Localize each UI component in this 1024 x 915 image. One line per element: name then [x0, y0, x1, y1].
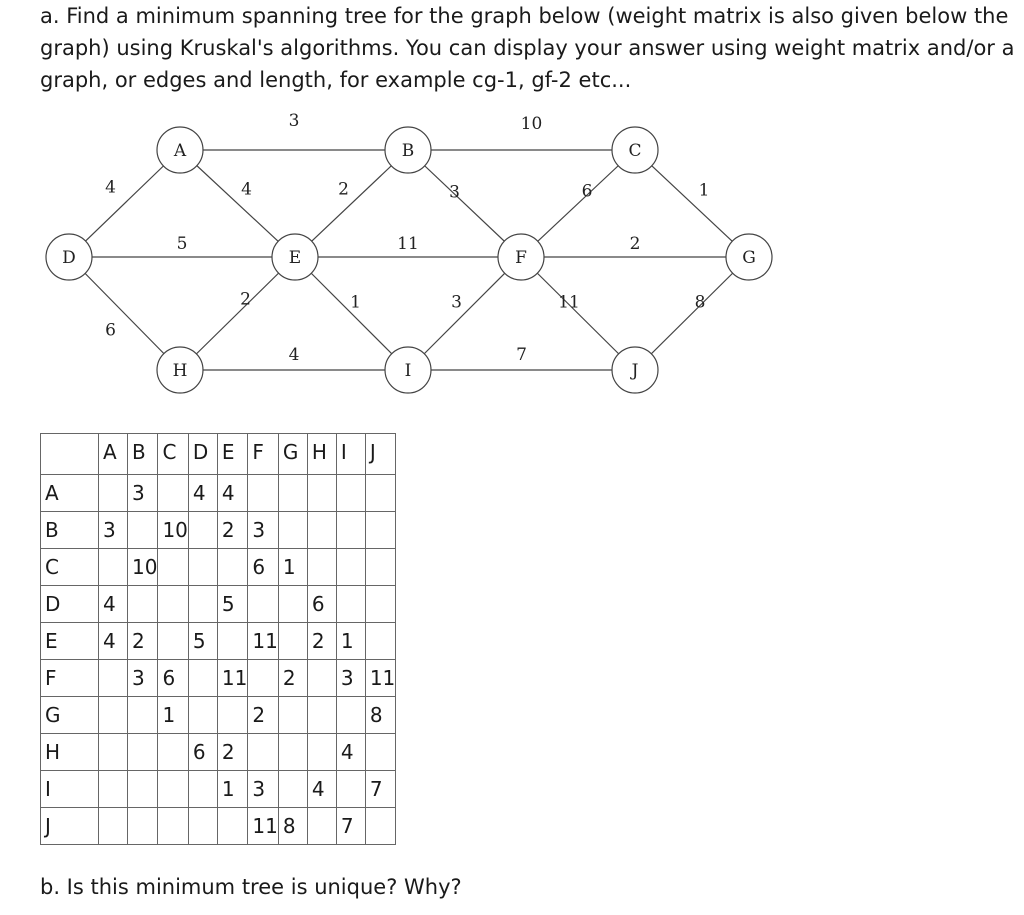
matrix-corner — [41, 434, 99, 475]
matrix-cell-value — [308, 481, 312, 505]
matrix-cell — [128, 512, 158, 549]
edge-i-f — [408, 257, 521, 370]
matrix-col-header-label: E — [221, 440, 235, 464]
matrix-row — [41, 660, 396, 697]
matrix-cell-value — [128, 814, 132, 838]
matrix-cell — [99, 586, 128, 623]
matrix-header-row — [41, 434, 396, 475]
matrix-cell — [248, 697, 278, 734]
matrix-cell — [336, 549, 365, 586]
edge-weight-label: 7 — [516, 345, 527, 365]
matrix-cell-value — [366, 740, 370, 764]
matrix-col-header — [188, 434, 217, 475]
matrix-cell-value — [189, 814, 193, 838]
matrix-cell-value: 1 — [282, 555, 296, 579]
matrix-cell-value — [308, 703, 312, 727]
matrix-cell-value: 3 — [132, 666, 145, 690]
matrix-cell-value: 3 — [252, 777, 266, 801]
matrix-cell-value: 6 — [311, 592, 325, 616]
matrix-row-header-label: J — [45, 814, 51, 838]
matrix-cell-value: 1 — [340, 629, 354, 653]
matrix-cell — [336, 771, 365, 808]
matrix-cell — [365, 623, 395, 660]
matrix-cell — [128, 586, 158, 623]
edge-weight-label: 4 — [288, 345, 300, 365]
matrix-cell — [278, 734, 307, 771]
matrix-cell-value — [218, 629, 222, 653]
matrix-row — [41, 697, 396, 734]
matrix-cell — [99, 771, 128, 808]
matrix-cell — [217, 734, 247, 771]
edge-weight-label: 3 — [449, 182, 460, 203]
matrix-cell — [307, 808, 336, 845]
matrix-row-header-label: E — [45, 629, 58, 653]
matrix-cell — [217, 475, 247, 512]
matrix-row — [41, 771, 396, 808]
matrix-cell — [336, 623, 365, 660]
matrix-col-header-label: I — [340, 440, 347, 464]
edge-weight-label: 2 — [240, 289, 251, 310]
matrix-cell-value — [218, 555, 222, 579]
matrix-cell-value — [158, 740, 162, 764]
matrix-cell-value — [128, 592, 132, 616]
matrix-cell-value: 4 — [340, 740, 354, 764]
matrix-cell — [336, 660, 365, 697]
matrix-cell-value — [248, 592, 252, 616]
matrix-cell-value: 6 — [252, 555, 266, 579]
matrix-cell-value — [366, 592, 370, 616]
matrix-cell-value — [248, 481, 252, 505]
matrix-cell-value — [158, 555, 162, 579]
matrix-row-header-label: A — [45, 481, 59, 505]
matrix-cell — [188, 697, 217, 734]
matrix-col-header-label: G — [282, 440, 299, 464]
edge-weight-label: 3 — [288, 111, 300, 131]
matrix-col-header — [278, 434, 307, 475]
matrix-cell-value — [99, 740, 103, 764]
matrix-col-header — [365, 434, 395, 475]
matrix-cell — [128, 660, 158, 697]
matrix-cell — [99, 808, 128, 845]
matrix-cell — [248, 586, 278, 623]
matrix-cell-value: 7 — [340, 814, 354, 838]
matrix-row-header-label: F — [45, 666, 57, 690]
edge-j-g — [635, 257, 749, 370]
matrix-col-header-label: H — [311, 440, 327, 464]
matrix-cell-value — [366, 814, 370, 838]
matrix-cell-value — [279, 481, 283, 505]
matrix-cell — [307, 660, 336, 697]
matrix-cell — [307, 734, 336, 771]
matrix-row — [41, 808, 396, 845]
matrix-row-header — [41, 771, 99, 808]
matrix-cell-value: 4 — [103, 592, 116, 616]
matrix-cell — [128, 808, 158, 845]
matrix-cell-value: 1 — [162, 703, 176, 727]
matrix-row — [41, 549, 396, 586]
matrix-cell — [365, 586, 395, 623]
matrix-cell-value: 2 — [311, 629, 325, 653]
matrix-cell — [365, 549, 395, 586]
matrix-row-header-label: H — [45, 740, 61, 764]
matrix-cell — [99, 734, 128, 771]
matrix-cell-value — [308, 518, 312, 542]
matrix-row-header — [41, 697, 99, 734]
matrix-cell-value — [308, 814, 312, 838]
matrix-cell-value — [366, 518, 370, 542]
matrix-cell-value: 10 — [162, 518, 188, 542]
matrix-cell-value: 2 — [221, 518, 235, 542]
matrix-cell-value — [279, 740, 283, 764]
matrix-body — [41, 475, 396, 845]
matrix-cell — [128, 697, 158, 734]
matrix-cell-value: 2 — [132, 629, 145, 653]
edge-weight-label: 11 — [558, 292, 580, 313]
matrix-cell — [188, 586, 217, 623]
matrix-cell-value — [158, 629, 162, 653]
matrix-cell-value: 11 — [369, 666, 396, 690]
matrix-cell — [248, 623, 278, 660]
matrix-cell — [307, 697, 336, 734]
matrix-row-header — [41, 475, 99, 512]
matrix-row-header — [41, 734, 99, 771]
matrix-cell — [158, 771, 188, 808]
matrix-cell — [365, 512, 395, 549]
matrix-cell — [278, 623, 307, 660]
matrix-cell — [158, 549, 188, 586]
matrix-cell — [278, 697, 307, 734]
matrix-cell-value — [128, 740, 132, 764]
matrix-cell — [188, 734, 217, 771]
edge-weight-label: 10 — [520, 114, 543, 134]
matrix-col-header — [307, 434, 336, 475]
matrix-cell-value — [308, 666, 312, 690]
matrix-cell — [248, 808, 278, 845]
matrix-cell — [307, 623, 336, 660]
matrix-cell-value — [189, 518, 193, 542]
matrix-cell — [99, 512, 128, 549]
matrix-cell-value: 2 — [282, 666, 296, 690]
matrix-cell — [365, 475, 395, 512]
matrix-cell-value: 3 — [132, 481, 145, 505]
matrix-cell — [188, 475, 217, 512]
edge-e-i — [295, 257, 408, 370]
matrix-cell-value — [189, 666, 193, 690]
edge-weight-label: 11 — [397, 234, 419, 254]
matrix-cell — [158, 586, 188, 623]
matrix-cell-value — [158, 777, 162, 801]
matrix-cell — [307, 512, 336, 549]
matrix-col-header-label: C — [162, 440, 177, 464]
matrix-row-header-label: I — [45, 777, 51, 801]
matrix-cell — [217, 549, 247, 586]
matrix-cell-value: 3 — [103, 518, 116, 542]
matrix-cell — [217, 512, 247, 549]
edge-weight-label: 2 — [629, 234, 641, 254]
matrix-cell-value — [189, 555, 193, 579]
matrix-col-header-label: J — [369, 440, 376, 464]
matrix-cell — [99, 623, 128, 660]
matrix-cell — [307, 549, 336, 586]
matrix-col-header-label — [41, 440, 45, 464]
matrix-cell-value: 5 — [221, 592, 235, 616]
matrix-cell-value: 4 — [192, 481, 206, 505]
matrix-col-header — [128, 434, 158, 475]
matrix-cell-value: 3 — [340, 666, 354, 690]
question-b-text: b. Is this minimum tree is unique? Why? — [40, 875, 462, 899]
matrix-cell-value: 8 — [369, 703, 383, 727]
matrix-cell-value — [99, 481, 103, 505]
matrix-cell-value: 2 — [221, 740, 235, 764]
matrix-cell-value: 8 — [282, 814, 296, 838]
matrix-cell-value: 11 — [252, 629, 278, 653]
matrix-cell-value: 2 — [252, 703, 266, 727]
edge-weight-label: 6 — [581, 181, 593, 202]
matrix-cell — [158, 512, 188, 549]
matrix-cell-value — [128, 777, 132, 801]
matrix-cell — [217, 586, 247, 623]
edge-weight-label: 4 — [241, 179, 252, 200]
matrix-cell — [365, 697, 395, 734]
matrix-col-header — [336, 434, 365, 475]
weight-matrix-table — [40, 433, 396, 845]
matrix-cell — [188, 549, 217, 586]
edge-weight-label: 2 — [338, 179, 349, 200]
matrix-cell — [188, 623, 217, 660]
matrix-row-header-label: D — [45, 592, 61, 616]
edge-weight-label: 6 — [105, 320, 116, 341]
matrix-cell-value — [189, 777, 193, 801]
matrix-cell-value — [337, 777, 341, 801]
matrix-cell-value — [128, 703, 132, 727]
matrix-cell-value: 6 — [192, 740, 206, 764]
node-a-label: A — [173, 141, 187, 161]
matrix-cell — [248, 475, 278, 512]
matrix-cell-value — [99, 777, 103, 801]
matrix-cell-value: 4 — [311, 777, 325, 801]
matrix-cell — [158, 623, 188, 660]
matrix-cell — [128, 475, 158, 512]
question-a-text: a. Find a minimum spanning tree for the graph below (weight matrix is also given below the graph) using Kruskal's algorithms. You can display your answer using weight matrix and/or a graph, or edges and length, for example cg-1, gf-2 etc... — [40, 4, 1015, 92]
matrix-cell — [188, 808, 217, 845]
matrix-cell-value: 10 — [132, 555, 158, 579]
edge-weight-label: 1 — [350, 292, 361, 313]
edge-weight-label: 3 — [451, 292, 462, 313]
matrix-cell — [158, 808, 188, 845]
matrix-cell-value: 1 — [221, 777, 235, 801]
matrix-row — [41, 586, 396, 623]
matrix-cell — [188, 771, 217, 808]
matrix-cell — [128, 623, 158, 660]
matrix-cell — [278, 475, 307, 512]
edge-weight-label: 5 — [176, 234, 188, 254]
node-h-label: H — [172, 361, 188, 381]
node-e-label: E — [288, 248, 302, 268]
matrix-cell — [158, 697, 188, 734]
matrix-row-header — [41, 660, 99, 697]
matrix-row-header — [41, 586, 99, 623]
matrix-col-header-label: B — [132, 440, 146, 464]
matrix-cell — [278, 771, 307, 808]
matrix-cell — [99, 549, 128, 586]
matrix-cell — [217, 697, 247, 734]
matrix-cell — [248, 512, 278, 549]
node-f-label: F — [515, 248, 527, 268]
matrix-cell-value — [189, 703, 193, 727]
node-d-label: D — [62, 248, 76, 268]
matrix-cell-value — [248, 666, 252, 690]
node-g-label: G — [742, 248, 756, 268]
matrix-cell — [278, 808, 307, 845]
matrix-cell-value — [279, 703, 283, 727]
matrix-cell — [336, 697, 365, 734]
edge-weight-label: 1 — [698, 180, 710, 201]
matrix-row — [41, 475, 396, 512]
matrix-cell — [248, 660, 278, 697]
matrix-cell-value — [337, 555, 341, 579]
matrix-cell-value: 11 — [252, 814, 278, 838]
matrix-cell — [248, 771, 278, 808]
matrix-cell-value — [337, 518, 341, 542]
matrix-cell-value — [366, 629, 370, 653]
matrix-cell — [188, 512, 217, 549]
matrix-cell — [99, 697, 128, 734]
matrix-cell-value — [366, 481, 370, 505]
matrix-cell — [99, 660, 128, 697]
matrix-cell — [307, 475, 336, 512]
matrix-cell-value — [248, 740, 252, 764]
matrix-cell — [99, 475, 128, 512]
matrix-cell-value — [337, 703, 341, 727]
matrix-cell-value — [308, 555, 312, 579]
matrix-cell-value — [218, 814, 222, 838]
matrix-cell — [188, 660, 217, 697]
node-i-label: I — [404, 361, 412, 381]
matrix-cell — [128, 734, 158, 771]
matrix-col-header — [99, 434, 128, 475]
matrix-cell-value — [99, 666, 103, 690]
matrix-cell-value — [366, 555, 370, 579]
matrix-cell — [365, 808, 395, 845]
matrix-row-header — [41, 549, 99, 586]
matrix-cell — [217, 623, 247, 660]
matrix-cell — [365, 734, 395, 771]
matrix-cell-value: 5 — [192, 629, 206, 653]
matrix-cell-value — [99, 703, 103, 727]
matrix-col-header-label: A — [103, 440, 117, 464]
graph-diagram — [0, 0, 1024, 430]
matrix-col-header-label: D — [192, 440, 209, 464]
matrix-cell — [128, 771, 158, 808]
matrix-cell — [158, 660, 188, 697]
matrix-row-header — [41, 808, 99, 845]
matrix-cell-value — [337, 481, 341, 505]
matrix-cell — [217, 808, 247, 845]
matrix-cell — [336, 475, 365, 512]
edge-h-e — [180, 257, 295, 370]
matrix-cell-value — [99, 814, 103, 838]
matrix-cell — [365, 660, 395, 697]
matrix-row-header — [41, 623, 99, 660]
matrix-cell — [158, 734, 188, 771]
matrix-cell-value — [279, 777, 283, 801]
matrix-cell-value — [218, 703, 222, 727]
matrix-cell — [278, 549, 307, 586]
matrix-cell-value — [189, 592, 193, 616]
node-j-label: J — [631, 361, 639, 381]
matrix-cell-value — [99, 555, 103, 579]
matrix-cell — [278, 512, 307, 549]
matrix-row — [41, 512, 396, 549]
matrix-cell — [278, 660, 307, 697]
matrix-cell-value: 7 — [369, 777, 383, 801]
matrix-cell — [365, 771, 395, 808]
matrix-cell-value — [308, 740, 312, 764]
edge-d-h — [69, 257, 180, 370]
matrix-row-header — [41, 512, 99, 549]
matrix-col-header — [217, 434, 247, 475]
edge-f-j — [521, 257, 635, 370]
matrix-cell — [217, 660, 247, 697]
matrix-cell-value: 4 — [221, 481, 235, 505]
graph-nodes — [46, 127, 772, 393]
matrix-cell — [307, 586, 336, 623]
matrix-cell-value — [158, 814, 162, 838]
matrix-cell-value — [337, 592, 341, 616]
matrix-cell — [336, 586, 365, 623]
matrix-col-header — [248, 434, 278, 475]
matrix-row-header-label: B — [45, 518, 59, 542]
matrix-cell-value — [128, 518, 132, 542]
matrix-cell-value — [158, 592, 162, 616]
matrix-cell-value — [158, 481, 162, 505]
edge-weight-label: 8 — [694, 292, 706, 313]
matrix-cell-value: 3 — [252, 518, 266, 542]
matrix-cell-value — [279, 518, 283, 542]
matrix-row — [41, 623, 396, 660]
matrix-cell — [336, 808, 365, 845]
matrix-cell — [248, 734, 278, 771]
matrix-cell-value: 6 — [162, 666, 176, 690]
matrix-col-header — [158, 434, 188, 475]
matrix-row-header-label: C — [45, 555, 59, 579]
matrix-cell-value — [279, 592, 283, 616]
matrix-cell — [248, 549, 278, 586]
matrix-cell — [128, 549, 158, 586]
matrix-cell — [307, 771, 336, 808]
matrix-cell — [336, 512, 365, 549]
matrix-cell-value — [279, 629, 283, 653]
edge-weight-label: 4 — [105, 177, 116, 198]
matrix-row-header-label: G — [45, 703, 61, 727]
matrix-cell-value: 11 — [221, 666, 248, 690]
matrix-cell — [336, 734, 365, 771]
matrix-row — [41, 734, 396, 771]
matrix-col-header-label: F — [252, 440, 264, 464]
matrix-cell — [217, 771, 247, 808]
matrix-cell — [158, 475, 188, 512]
node-c-label: C — [628, 141, 642, 161]
node-b-label: B — [401, 141, 415, 161]
matrix-cell — [278, 586, 307, 623]
matrix-cell-value: 4 — [103, 629, 116, 653]
